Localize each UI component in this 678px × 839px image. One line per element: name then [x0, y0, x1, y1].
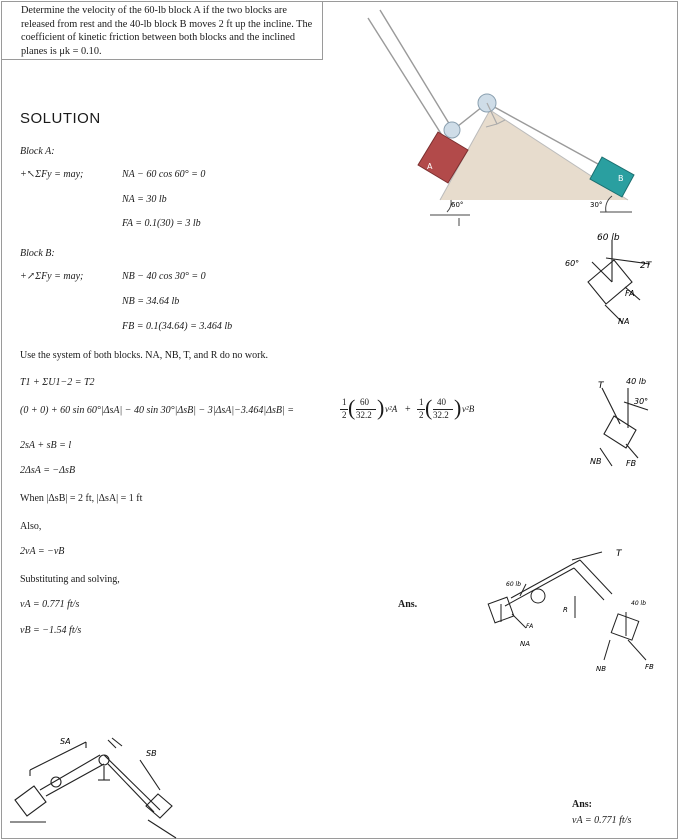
system-reaction: R — [563, 606, 568, 614]
block-a-normal-value: NA = 30 lb — [122, 194, 167, 205]
block-b-letter: B — [618, 174, 624, 183]
va-squared: v²A — [385, 404, 398, 414]
displacement-sa: SA — [60, 737, 71, 746]
ans-marker: Ans. — [398, 599, 418, 610]
paren-open-a: ( — [348, 395, 356, 420]
paren-close-b: ) — [454, 395, 462, 420]
system-weight-a: 60 lb — [506, 581, 522, 588]
work-energy-lhs: (0 + 0) + 60 sin 60°|ΔsA| − 40 sin 30°|ΔsB| − 3|ΔsA|−3.464|ΔsB| = — [20, 405, 294, 416]
block-b-friction: FB = 0.1(34.64) = 3.464 lb — [122, 321, 233, 332]
half-den-b: 2 — [419, 410, 424, 420]
paren-open-b: ( — [425, 395, 433, 420]
frac-den-b: 32.2 — [433, 410, 449, 420]
system-friction-a: FA — [526, 623, 534, 630]
block-a-label: Block A: — [20, 146, 55, 157]
block-b-normal-value: NB = 34.64 lb — [122, 296, 180, 307]
fbd-b-normal: NB — [590, 457, 602, 466]
vb-result: vB = −1.54 ft/s — [20, 625, 82, 636]
va-result: vA = 0.771 ft/s — [20, 599, 80, 610]
solution-heading: SOLUTION — [20, 110, 101, 127]
block-b-label: Block B: — [20, 248, 55, 259]
fbd-b-weight: 40 lb — [626, 377, 647, 386]
fbd-b-friction: FB — [626, 459, 637, 468]
frac-num-b: 40 — [437, 397, 446, 407]
also-text: Also, — [20, 521, 42, 532]
displacement-sb: SB — [146, 749, 157, 758]
half-num-a: 1 — [342, 397, 347, 407]
frac-num-a: 60 — [360, 397, 369, 407]
fbd-b-tension: T — [598, 381, 604, 391]
block-a-eq-normal: NA − 60 cos 60° = 0 — [122, 169, 206, 180]
problem-statement: Determine the velocity of the 60-lb block A if the two blocks are released from rest and the 40-lb block B moves 2 ft up the incline. The coefficient of kinetic friction between both blocks and the inclined planes is μk = 0.10. — [21, 5, 313, 57]
block-a-letter: A — [427, 162, 433, 171]
frac-den-a: 32.2 — [356, 410, 372, 420]
substituting-text: Substituting and solving, — [20, 574, 120, 585]
angle-30-label: 30° — [590, 201, 603, 209]
when-statement: When |ΔsB| = 2 ft, |ΔsA| = 1 ft — [20, 493, 143, 504]
block-b-eq-normal: NB − 40 cos 30° = 0 — [122, 271, 206, 282]
fbd-a-normal: NA — [618, 317, 630, 326]
fbd-block-a — [588, 240, 650, 322]
final-answer-value: vA = 0.771 ft/s — [572, 815, 632, 826]
fbd-b-angle: 30° — [634, 397, 649, 406]
energy-principle: T1 + ΣU1−2 = T2 — [20, 377, 95, 388]
system-friction-b: FB — [645, 663, 654, 671]
fbd-a-angle: 60° — [565, 259, 580, 268]
half-den-a: 2 — [342, 410, 347, 420]
fbd-a-weight: 60 lb — [597, 233, 620, 243]
final-answer-label: Ans: — [572, 799, 593, 810]
system-normal-a: NA — [520, 640, 531, 648]
vb-squared: v²B — [462, 404, 475, 414]
half-num-b: 1 — [419, 397, 424, 407]
system-statement: Use the system of both blocks. NA, NB, T, and R do no work. — [20, 350, 268, 361]
block-a-sum-forces: +↖ΣFy = may; — [20, 169, 84, 180]
velocity-relation: 2vA = −vB — [20, 546, 65, 557]
system-tension: T — [616, 549, 622, 559]
fbd-a-tension: 2T — [640, 261, 652, 271]
plus-sign: + — [405, 404, 411, 415]
block-b-sum-forces: +↗ΣFy = may; — [20, 271, 84, 282]
constraint-position: 2sA + sB = l — [20, 440, 72, 451]
paren-close-a: ) — [377, 395, 385, 420]
system-normal-b: NB — [596, 665, 607, 673]
block-a-friction: FA = 0.1(30) = 3 lb — [122, 218, 201, 229]
angle-60-label: 60° — [451, 201, 464, 209]
fbd-a-friction: FA — [625, 289, 635, 298]
system-weight-b: 40 lb — [631, 600, 647, 607]
constraint-displacement: 2ΔsA = −ΔsB — [20, 465, 76, 476]
